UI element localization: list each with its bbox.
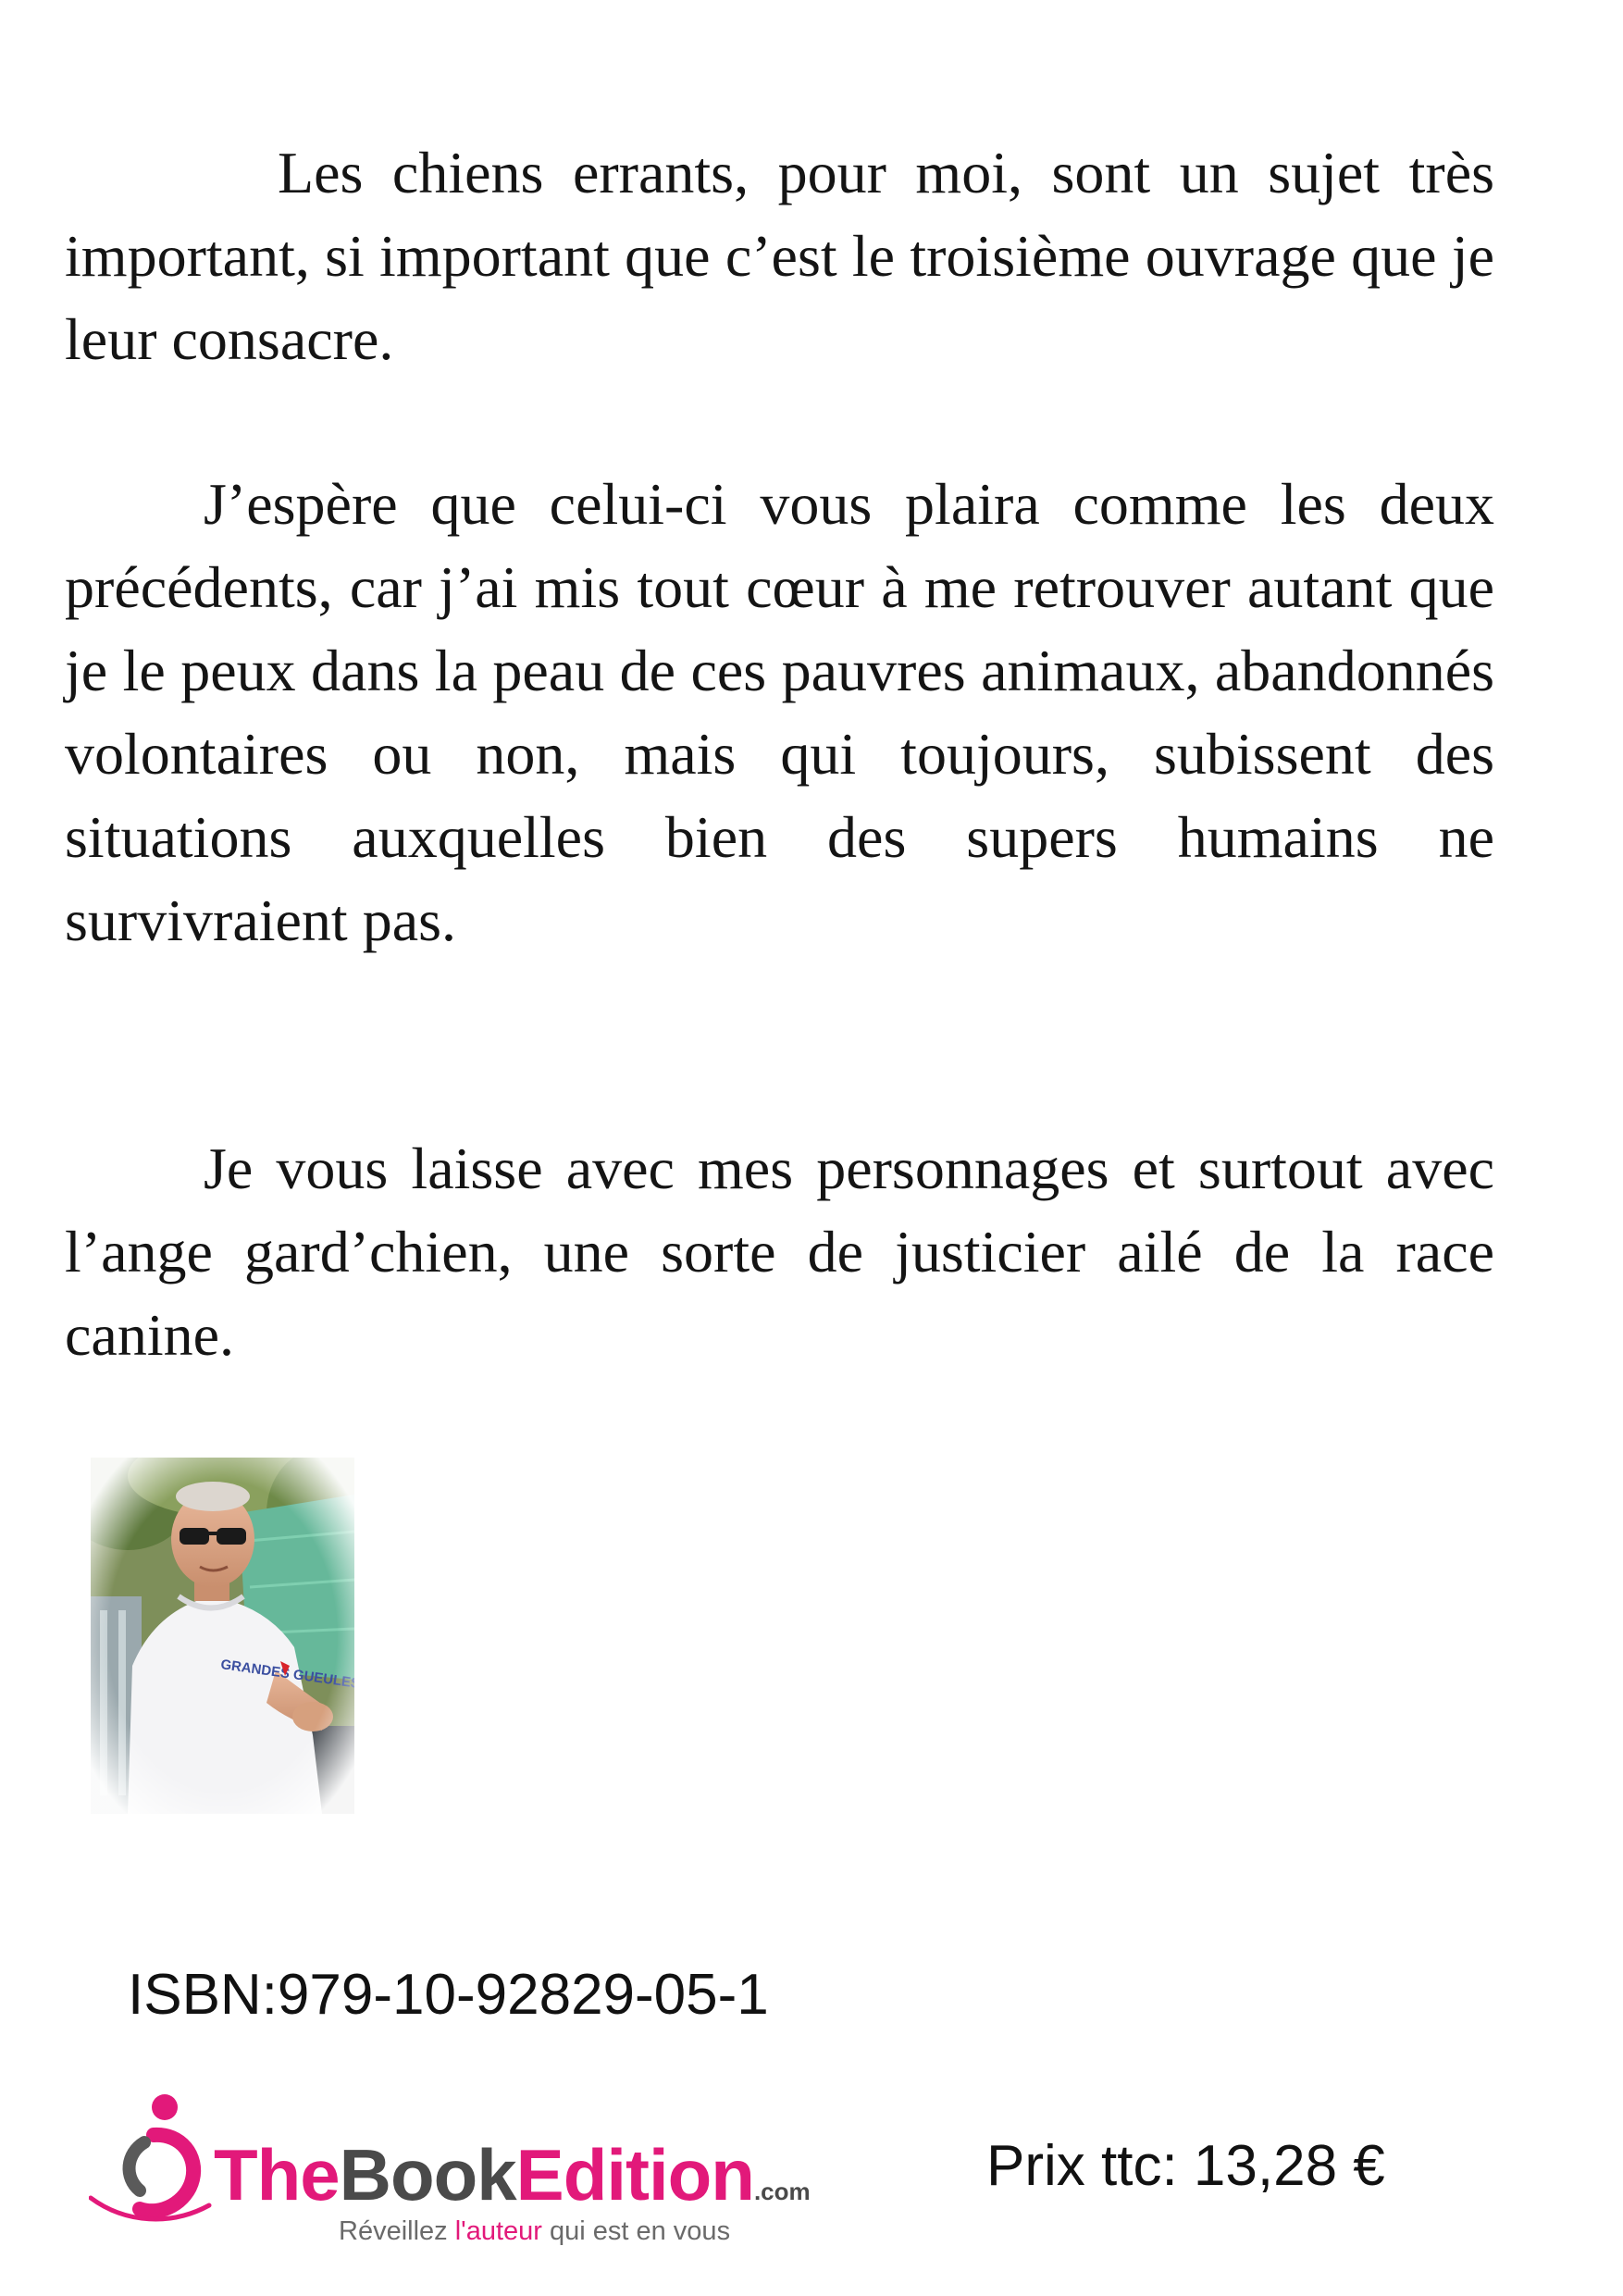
publisher-tagline: [339, 2216, 730, 2247]
paragraph-hope: J’espère que celui-ci vous plaira comme les deux précédents, car j’ai mis tout cœur à me retrouver autant que je le peux dans la peau de ces pauvres animaux, abandonnés volontaires ou non, mais qui toujours, subissent des situations auxquelles bien des supers humains ne survivraient pas.: [65, 471, 1494, 953]
paragraph-farewell: Je vous laisse avec mes personnages et surtout avec l’ange gard’chien, une sorte de justicier ailé de la race canine.: [65, 1136, 1494, 1368]
publisher-wordmark: [214, 2134, 811, 2228]
publisher-person-icon: [89, 2087, 218, 2235]
isbn-number: ISBN:979-10-92829-05-1: [128, 1963, 769, 2027]
wordmark-edition: Edition: [515, 2134, 754, 2215]
wordmark-domain: .com: [753, 2178, 811, 2205]
price-label: Prix ttc: 13,28 €: [986, 2134, 1385, 2198]
tagline-highlight: l'auteur: [454, 2216, 542, 2246]
tagline-start: Réveillez: [339, 2216, 455, 2246]
wordmark-the: The: [214, 2134, 340, 2215]
author-portrait-image: [91, 1458, 354, 1814]
tagline-end: qui est en vous: [541, 2216, 731, 2246]
paragraph-intro: Les chiens errants, pour moi, sont un sujet très important, si important que c’est le troisième ouvrage que je leur consacre.: [65, 140, 1494, 372]
publisher-logo: [89, 2087, 829, 2253]
wordmark-book: Book: [339, 2134, 516, 2215]
author-photo: [91, 1458, 354, 1814]
